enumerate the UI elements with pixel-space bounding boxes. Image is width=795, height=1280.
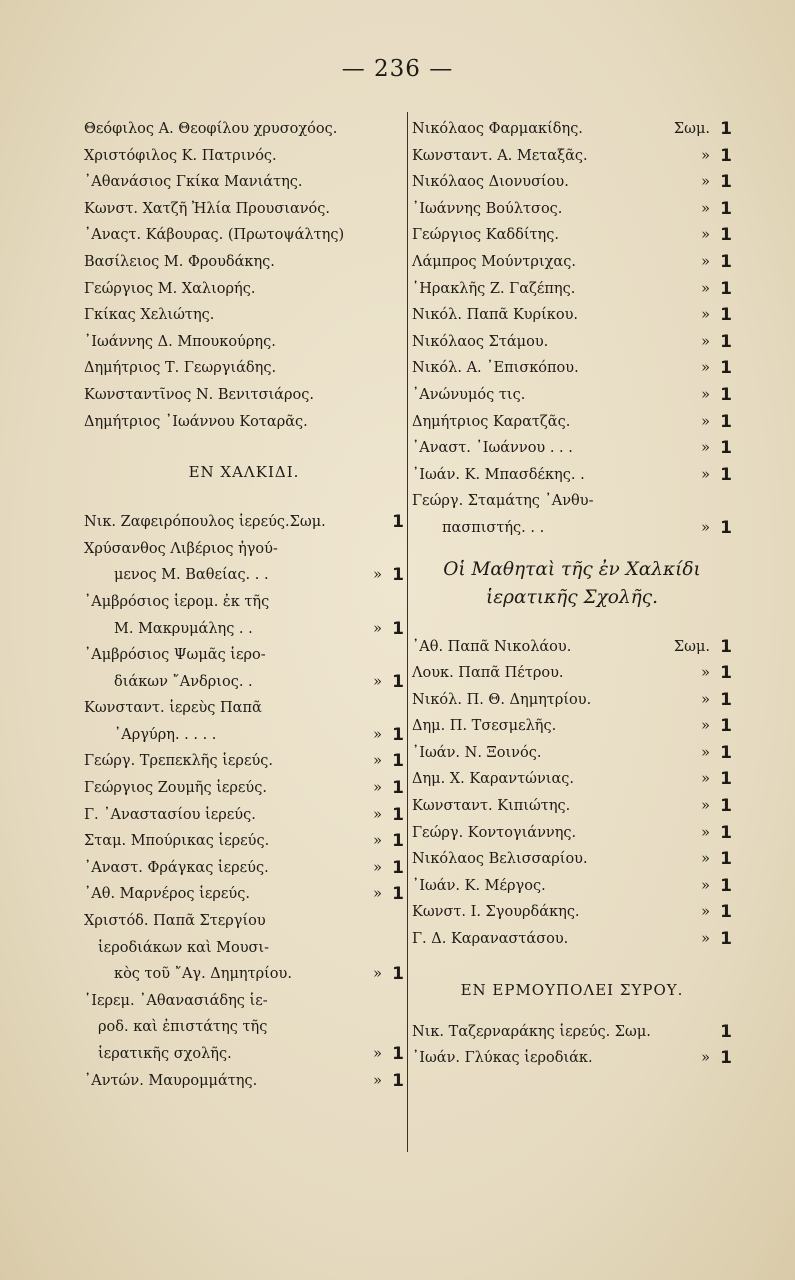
list-entry: [412, 820, 732, 847]
list-entry: [84, 276, 404, 303]
section-heading-students-line2: ἱερατικῆς Σχολῆς.: [486, 586, 658, 608]
entry-name: Γ. ᾿Αναστασίου ἱερεύς.: [84, 806, 256, 823]
entry-name: Νικ. Ταζερναράκης ἱερεύς. Σωμ.: [412, 1023, 651, 1040]
entry-quantity: 1: [720, 225, 732, 246]
list-entry: [84, 908, 404, 935]
entry-quantity: 1: [720, 929, 732, 950]
entry-quantity: 1: [720, 358, 732, 379]
list-entry: [84, 775, 404, 802]
list-entry: [412, 249, 732, 276]
entry-name: Νικόλαος Φαρμακίδης.: [412, 121, 583, 137]
entry-name: ᾿Αμβρόσιος Ψωμᾶς ἱερο-: [84, 647, 266, 664]
list-entry: [84, 988, 404, 1015]
entry-ditto: »: [701, 519, 710, 536]
list-entry: [84, 382, 404, 409]
list-entry: [84, 409, 404, 436]
entry-ditto: »: [701, 771, 710, 788]
entry-name: Δημ. Χ. Καραντώνιας.: [412, 771, 574, 788]
list-entry: [412, 1019, 732, 1046]
entry-name: ᾿Αντών. Μαυρομμάτης.: [84, 1072, 258, 1089]
entry-quantity: 1: [720, 822, 732, 843]
entry-name: ᾿Ιωάννης Βούλτσος.: [412, 200, 563, 217]
entry-quantity: 1: [392, 618, 404, 639]
entry-name: διάκων ῎Ανδριος. .: [114, 673, 253, 690]
entry-ditto: »: [701, 253, 710, 270]
entry-quantity: 1: [392, 671, 404, 692]
list-entry: [412, 766, 732, 793]
entry-ditto: »: [701, 824, 710, 841]
list-entry: [84, 562, 404, 589]
list-entry: [84, 695, 404, 722]
list-entry: [412, 222, 732, 249]
entry-name: Χριστόδ. Παπᾶ Στεργίου: [84, 913, 266, 930]
entry-name: ᾿Ιωάν. Γλύκας ἱεροδιάκ.: [412, 1050, 593, 1067]
entry-ditto: »: [701, 174, 710, 191]
list-entry: [412, 846, 732, 873]
entry-quantity: 1: [720, 438, 732, 459]
list-entry: [84, 116, 404, 143]
section-heading-ermoupoli: ΕΝ ΕΡΜΟΥΠΟΛΕΙ ΣΥΡΟΥ.: [460, 980, 684, 999]
entry-name: Γεώργιος Μ. Χαλιορής.: [84, 280, 256, 297]
entry-name: ᾿Αργύρη. . . . .: [114, 726, 217, 743]
entry-ditto: »: [701, 665, 710, 682]
entry-quantity: 1: [392, 884, 404, 905]
list-entry: [84, 1068, 404, 1095]
entry-ditto: Σωμ.: [673, 121, 710, 137]
entry-name: Νικόλαος Στάμου.: [412, 333, 549, 350]
entry-name: Κωνστ. Ι. Σγουρδάκης.: [412, 904, 580, 921]
entry-ditto: »: [701, 333, 710, 350]
list-entry: [412, 899, 732, 926]
left-top-list: [84, 116, 404, 435]
entry-name: Κωνσταντ. ἱερεὺς Παπᾶ: [84, 700, 262, 717]
list-entry: [412, 409, 732, 436]
entry-name: Λουκ. Παπᾶ Πέτρου.: [412, 665, 564, 682]
entry-name: ᾿Ιωάν. Κ. Μπασδέκης. .: [412, 466, 585, 483]
page-number: — 236 —: [341, 56, 454, 82]
entry-quantity: 1: [720, 716, 732, 737]
entry-ditto: »: [701, 307, 710, 324]
list-entry: [84, 616, 404, 643]
left-bottom-list: [84, 509, 404, 1094]
list-entry: [412, 302, 732, 329]
list-entry: [412, 713, 732, 740]
entry-quantity: 1: [720, 1048, 732, 1069]
list-entry: [412, 515, 732, 542]
list-entry: [84, 748, 404, 775]
entry-name: Λάμπρος Μούντριχας.: [412, 253, 576, 270]
entry-quantity: 1: [720, 145, 732, 166]
entry-quantity: 1: [720, 663, 732, 684]
entry-quantity: 1: [720, 278, 732, 299]
entry-quantity: 1: [720, 251, 732, 272]
list-entry: [84, 642, 404, 669]
list-entry: [412, 740, 732, 767]
right-column: [412, 116, 732, 1072]
entry-name: Νικόλ. Α. ᾿Επισκόπου.: [412, 360, 579, 377]
entry-name: μενος Μ. Βαθείας. . .: [114, 567, 269, 584]
list-entry: [412, 329, 732, 356]
entry-quantity: 1: [392, 778, 404, 799]
entry-name: Δημήτριος ᾿Ιωάννου Κοταρᾶς.: [84, 413, 308, 430]
entry-ditto: »: [373, 966, 382, 983]
entry-name: Νικόλ. Παπᾶ Κυρίκου.: [412, 307, 579, 324]
list-entry: [412, 169, 732, 196]
entry-ditto: »: [701, 413, 710, 430]
entry-ditto: »: [373, 859, 382, 876]
entry-quantity: 1: [392, 804, 404, 825]
entry-name: ᾿Αναστ. Φράγκας ἱερεύς.: [84, 859, 269, 876]
entry-name: Νικόλαος Βελισσαρίου.: [412, 851, 588, 868]
entry-name: Κωνσταντ. Α. Μεταξᾶς.: [412, 147, 588, 164]
entry-name: Θεόφιλος Α. Θεοφίλου χρυσοχόος.: [84, 121, 338, 137]
entry-name: Γεώργ. Τρεπεκλῆς ἱερεύς.: [84, 753, 274, 770]
list-entry: [84, 509, 404, 536]
list-entry: [412, 634, 732, 661]
entry-name: ῾Ηρακλῆς Ζ. Γαζέπης.: [412, 280, 576, 297]
list-entry: [84, 935, 404, 962]
entry-quantity: 1: [720, 172, 732, 193]
list-entry: [84, 249, 404, 276]
entry-name: Γκίκας Χελιώτης.: [84, 307, 215, 324]
entry-quantity: 1: [720, 742, 732, 763]
entry-ditto: »: [701, 798, 710, 815]
left-column: [84, 116, 404, 1094]
list-entry: [84, 589, 404, 616]
list-entry: [412, 488, 732, 515]
list-entry: [84, 722, 404, 749]
entry-ditto: »: [701, 851, 710, 868]
entry-quantity: 1: [720, 875, 732, 896]
entry-ditto: »: [701, 931, 710, 948]
entry-name: Μ. Μακρυμάλης . .: [114, 620, 253, 637]
entry-name: Χριστόφιλος Κ. Πατρινός.: [84, 147, 277, 164]
entry-quantity: 1: [720, 636, 732, 657]
entry-ditto: »: [373, 886, 382, 903]
entry-quantity: 1: [720, 769, 732, 790]
list-entry: [84, 196, 404, 223]
entry-name: Γεώργιος Καδδίτης.: [412, 227, 559, 244]
entry-quantity: 1: [392, 512, 404, 533]
entry-name: κὸς τοῦ ῎Αγ. Δημητρίου.: [114, 966, 292, 983]
entry-name: ᾿Ανώνυμός τις.: [412, 386, 526, 403]
entry-ditto: »: [701, 147, 710, 164]
list-entry: [84, 828, 404, 855]
entry-ditto: Σωμ.: [673, 638, 710, 655]
entry-name: Δημήτριος Καρατζᾶς.: [412, 413, 571, 430]
entry-name: Νικόλ. Π. Θ. Δημητρίου.: [412, 691, 592, 708]
entry-ditto: »: [373, 780, 382, 797]
entry-ditto: »: [701, 1050, 710, 1067]
entry-ditto: »: [701, 744, 710, 761]
entry-name: ἱερατικῆς σχολῆς.: [98, 1046, 232, 1062]
entry-ditto: »: [373, 620, 382, 637]
entry-quantity: 1: [720, 384, 732, 405]
entry-ditto: »: [701, 280, 710, 297]
entry-name: Νικ. Ζαφειρόπουλος ἱερεύς.Σωμ.: [84, 514, 326, 531]
entry-quantity: 1: [720, 1021, 732, 1042]
entry-ditto: »: [701, 877, 710, 894]
entry-name: Βασίλειος Μ. Φρουδάκης.: [84, 253, 275, 270]
entry-quantity: 1: [392, 1070, 404, 1091]
entry-quantity: 1: [720, 796, 732, 817]
entry-ditto: »: [701, 904, 710, 921]
entry-name: Σταμ. Μπούρικας ἱερεύς.: [84, 833, 270, 850]
entry-quantity: 1: [392, 831, 404, 852]
entry-name: ἱεροδιάκων καὶ Μουσι-: [98, 939, 269, 956]
list-entry: [84, 536, 404, 563]
entry-name: Κωνσταντῖνος Ν. Βενιτσιάρος.: [84, 386, 314, 403]
list-entry: [412, 1045, 732, 1072]
list-entry: [412, 793, 732, 820]
entry-name: Κωνστ. Χατζῆ Ἠλία Προυσιανός.: [84, 200, 331, 217]
list-entry: [84, 1041, 404, 1068]
entry-ditto: »: [373, 567, 382, 584]
entry-name: ᾿Αθανάσιος Γκίκα Μανιάτης.: [84, 174, 303, 191]
entry-ditto: »: [701, 227, 710, 244]
entry-quantity: 1: [720, 331, 732, 352]
entry-quantity: 1: [392, 1044, 404, 1064]
list-entry: [84, 329, 404, 356]
entry-name: Δημήτριος Τ. Γεωργιάδης.: [84, 360, 277, 377]
list-entry: [84, 222, 404, 249]
entry-ditto: »: [701, 200, 710, 217]
entry-ditto: »: [701, 440, 710, 457]
list-entry: [412, 873, 732, 900]
entry-name: Γεώργ. Σταμάτης ᾿Ανθυ-: [412, 493, 594, 510]
entry-ditto: »: [701, 360, 710, 377]
entry-name: ροδ. καὶ ἐπιστάτης τῆς: [98, 1019, 268, 1036]
section-heading-students-line1: Οἱ Μαθηταὶ τῆς ἐν Χαλκίδι: [443, 558, 701, 580]
list-entry: [412, 355, 732, 382]
list-entry: [412, 435, 732, 462]
entry-name: ᾿Αθ. Παπᾶ Νικολάου.: [412, 638, 572, 655]
entry-name: ᾿Αμβρόσιος ἱερομ. ἐκ τῆς: [84, 593, 270, 610]
list-entry: [412, 660, 732, 687]
entry-quantity: 1: [392, 565, 404, 586]
entry-quantity: 1: [720, 305, 732, 326]
list-entry: [84, 961, 404, 988]
right-middle-list: [412, 634, 732, 953]
entry-name: ᾿Αθ. Μαρνέρος ἱερεύς.: [84, 886, 250, 903]
entry-name: ᾿Ιωάν. Κ. Μέργος.: [412, 877, 546, 894]
list-entry: [412, 276, 732, 303]
entry-quantity: 1: [720, 902, 732, 923]
entry-name: ᾿Ιωάν. Ν. Ξοινός.: [412, 744, 542, 761]
list-entry: [412, 143, 732, 170]
list-entry: [412, 926, 732, 953]
entry-quantity: 1: [720, 411, 732, 432]
entry-name: Γ. Δ. Καραναστάσου.: [412, 931, 569, 948]
list-entry: [84, 802, 404, 829]
entry-quantity: 1: [720, 464, 732, 485]
list-entry: [84, 302, 404, 329]
entry-name: ᾿Ιωάννης Δ. Μπουκούρης.: [84, 333, 276, 350]
entry-quantity: 1: [392, 964, 404, 985]
entry-ditto: »: [373, 753, 382, 770]
entry-quantity: 1: [720, 689, 732, 710]
entry-ditto: »: [373, 1072, 382, 1089]
entry-name: πασπιστής. . .: [442, 519, 545, 536]
entry-name: ᾿Αναςτ. Κάβουρας. (Πρωτοψάλτης): [84, 227, 345, 244]
list-entry: [84, 1014, 404, 1041]
entry-name: Δημ. Π. Τσεσμελῆς.: [412, 718, 557, 735]
column-divider: [407, 112, 408, 1152]
entry-name: Κωνσταντ. Κιπιώτης.: [412, 798, 571, 815]
list-entry: [84, 143, 404, 170]
entry-quantity: 1: [392, 857, 404, 878]
list-entry: [412, 382, 732, 409]
list-entry: [84, 355, 404, 382]
list-entry: [412, 116, 732, 143]
entry-quantity: 1: [392, 724, 404, 745]
entry-name: Χρύσανθος Λιβέριος ἡγού-: [84, 540, 278, 557]
list-entry: [84, 669, 404, 696]
entry-quantity: 1: [392, 751, 404, 772]
entry-name: Γεώργ. Κοντογιάννης.: [412, 824, 577, 841]
right-bottom-list: [412, 1019, 732, 1072]
entry-name: Νικόλαος Διονυσίου.: [412, 174, 569, 191]
list-entry: [84, 169, 404, 196]
list-entry: [412, 196, 732, 223]
entry-ditto: »: [701, 466, 710, 483]
entry-ditto: »: [701, 691, 710, 708]
right-top-list: [412, 116, 732, 542]
entry-quantity: 1: [720, 849, 732, 870]
entry-ditto: »: [373, 726, 382, 743]
entry-ditto: »: [373, 673, 382, 690]
entry-quantity: 1: [720, 517, 732, 538]
entry-name: ᾿Αναστ. ᾿Ιωάννου . . .: [412, 440, 573, 457]
entry-name: ῾Ιερεμ. ᾿Αθανασιάδης ἱε-: [84, 992, 268, 1009]
list-entry: [412, 687, 732, 714]
entry-ditto: »: [373, 806, 382, 823]
entry-ditto: »: [373, 1046, 382, 1062]
entry-ditto: »: [701, 386, 710, 403]
list-entry: [84, 881, 404, 908]
entry-ditto: »: [373, 833, 382, 850]
entry-quantity: 1: [720, 198, 732, 219]
section-heading-chalkis: ΕΝ ΧΑΛΚΙΔΙ.: [188, 463, 300, 482]
list-entry: [412, 462, 732, 489]
entry-quantity: 1: [720, 119, 732, 139]
entry-ditto: »: [701, 718, 710, 735]
entry-name: Γεώργιος Ζουμῆς ἱερεύς.: [84, 780, 267, 797]
list-entry: [84, 855, 404, 882]
